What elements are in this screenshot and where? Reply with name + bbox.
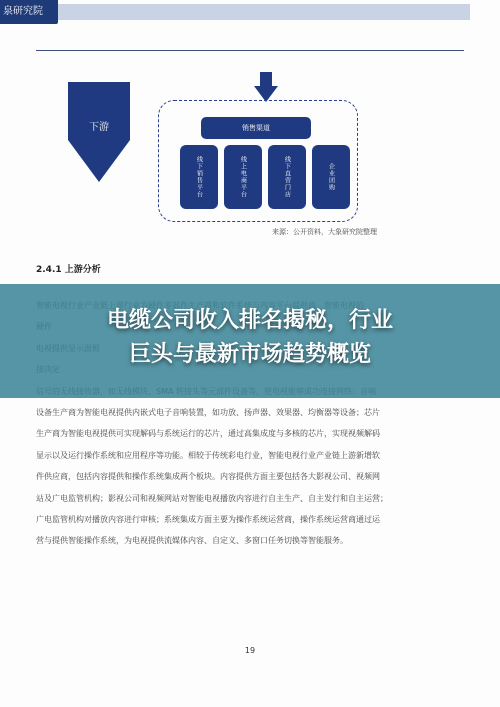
header-bar <box>58 4 470 20</box>
banner-title-line: 电缆公司收入排名揭秘，行业 <box>106 308 393 333</box>
paragraph-line: 生产商为智能电视提供可实现解码与系统运行的芯片，通过高集成度与多核的芯片，实现视频解码 <box>36 429 380 439</box>
paragraph-line: 广电监管机构对播放内容进行审核；系统集成方面主要为操作系统运营商，操作系统运营商通过运 <box>36 515 380 525</box>
channel-box: 企业团购 <box>312 145 350 209</box>
down-arrow-icon <box>254 72 278 102</box>
source-note: 来源：公开资料，大象研究院整理 <box>272 228 377 236</box>
channel-box: 线下直营门店 <box>268 145 306 209</box>
header-tab: 泉研究院 <box>0 0 58 24</box>
downstream-label: 下游 <box>89 122 109 133</box>
channel-box: 线下销售平台 <box>180 145 218 209</box>
page-number: 19 <box>244 646 256 655</box>
paragraph-line: 设备生产商为智能电视提供内嵌式电子音响装置，如功放、扬声器、效果器、均衡器等设备；芯片 <box>36 408 380 418</box>
paragraph-line: 营与提供智能操作系统，为电视提供流媒体内容、自定义、多窗口任务切换等智能服务。 <box>36 536 348 546</box>
title-banner <box>0 284 500 398</box>
header-divider <box>36 50 464 51</box>
channel-box: 线上电商平台 <box>224 145 262 209</box>
paragraph-line: 显示以及运行操作系统和应用程序等功能。相较于传统彩电行业，智能电视行业产业链上游新增软 <box>36 450 380 460</box>
sales-channel-title: 销售渠道 <box>201 117 311 139</box>
section-heading: 2.4.1 上游分析 <box>36 265 101 275</box>
paragraph-line: 件供应商，包括内容提供和操作系统集成两个板块。内容提供方面主要包括各大影视公司、视频网 <box>36 472 380 482</box>
paragraph-line: 站及广电监管机构；影视公司和视频网站对智能电视播放内容进行自主生产、自主发行和自主运营； <box>36 493 388 503</box>
banner-title-line: 巨头与最新市场趋势概览 <box>128 342 371 367</box>
banner-title <box>0 304 500 372</box>
